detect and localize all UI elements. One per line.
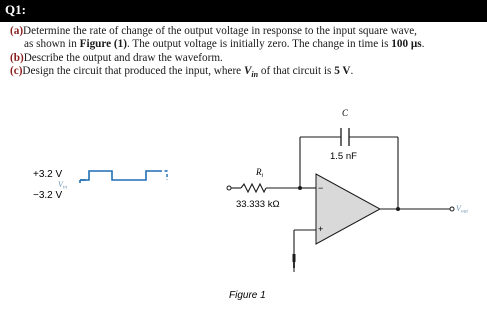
capacitor-label: C <box>342 108 349 118</box>
resistor-symbol <box>231 184 300 192</box>
op-amp-plus: + <box>318 224 324 234</box>
input-terminal <box>227 186 231 190</box>
question-number: Q1: <box>5 2 26 17</box>
vout-label: Vout <box>456 204 468 215</box>
question-a-text1: Determine the rate of change of the output voltage in response to the input square wave, <box>23 25 417 37</box>
output-terminal <box>450 207 454 211</box>
capacitor-symbol <box>341 128 349 146</box>
capacitor-value: 1.5 nF <box>330 151 357 162</box>
question-c-pre: Design the circuit that produced the input, where <box>22 65 244 78</box>
figure-reference: Figure (1) <box>79 38 127 51</box>
question-b-label: (b) <box>10 51 24 64</box>
resistor-value: 33.333 kΩ <box>236 199 280 210</box>
vin-symbol: V <box>243 65 252 78</box>
voltage-value: 5 V <box>334 65 351 78</box>
high-voltage-label: +3.2 V <box>33 169 63 180</box>
vin-label: Vin <box>58 180 68 191</box>
op-amp-symbol <box>316 174 380 244</box>
output-node <box>396 207 400 211</box>
low-voltage-label: −3.2 V <box>33 190 63 201</box>
question-a-pre: as shown in <box>24 38 80 51</box>
op-amp-minus: − <box>318 183 324 193</box>
ground-symbol <box>294 230 316 272</box>
time-value: 100 μs <box>391 38 422 51</box>
question-a-mid: . The output voltage is initially zero. The change in time is <box>126 38 392 51</box>
question-a-end: . <box>421 38 425 51</box>
figure-caption: Figure 1 <box>229 290 266 301</box>
question-c-label: (c) <box>10 65 23 78</box>
question-c-mid: of that circuit is <box>258 65 335 78</box>
input-square-wave <box>80 171 159 183</box>
question-c-end: . <box>350 65 354 78</box>
question-a-label: (a) <box>10 25 24 37</box>
input-wave-dashed <box>159 171 167 180</box>
question-b-text: Describe the output and draw the waveform. <box>23 51 223 64</box>
vin-subscript: in <box>251 70 259 80</box>
resistor-label: $R_i$ <box>256 167 264 179</box>
